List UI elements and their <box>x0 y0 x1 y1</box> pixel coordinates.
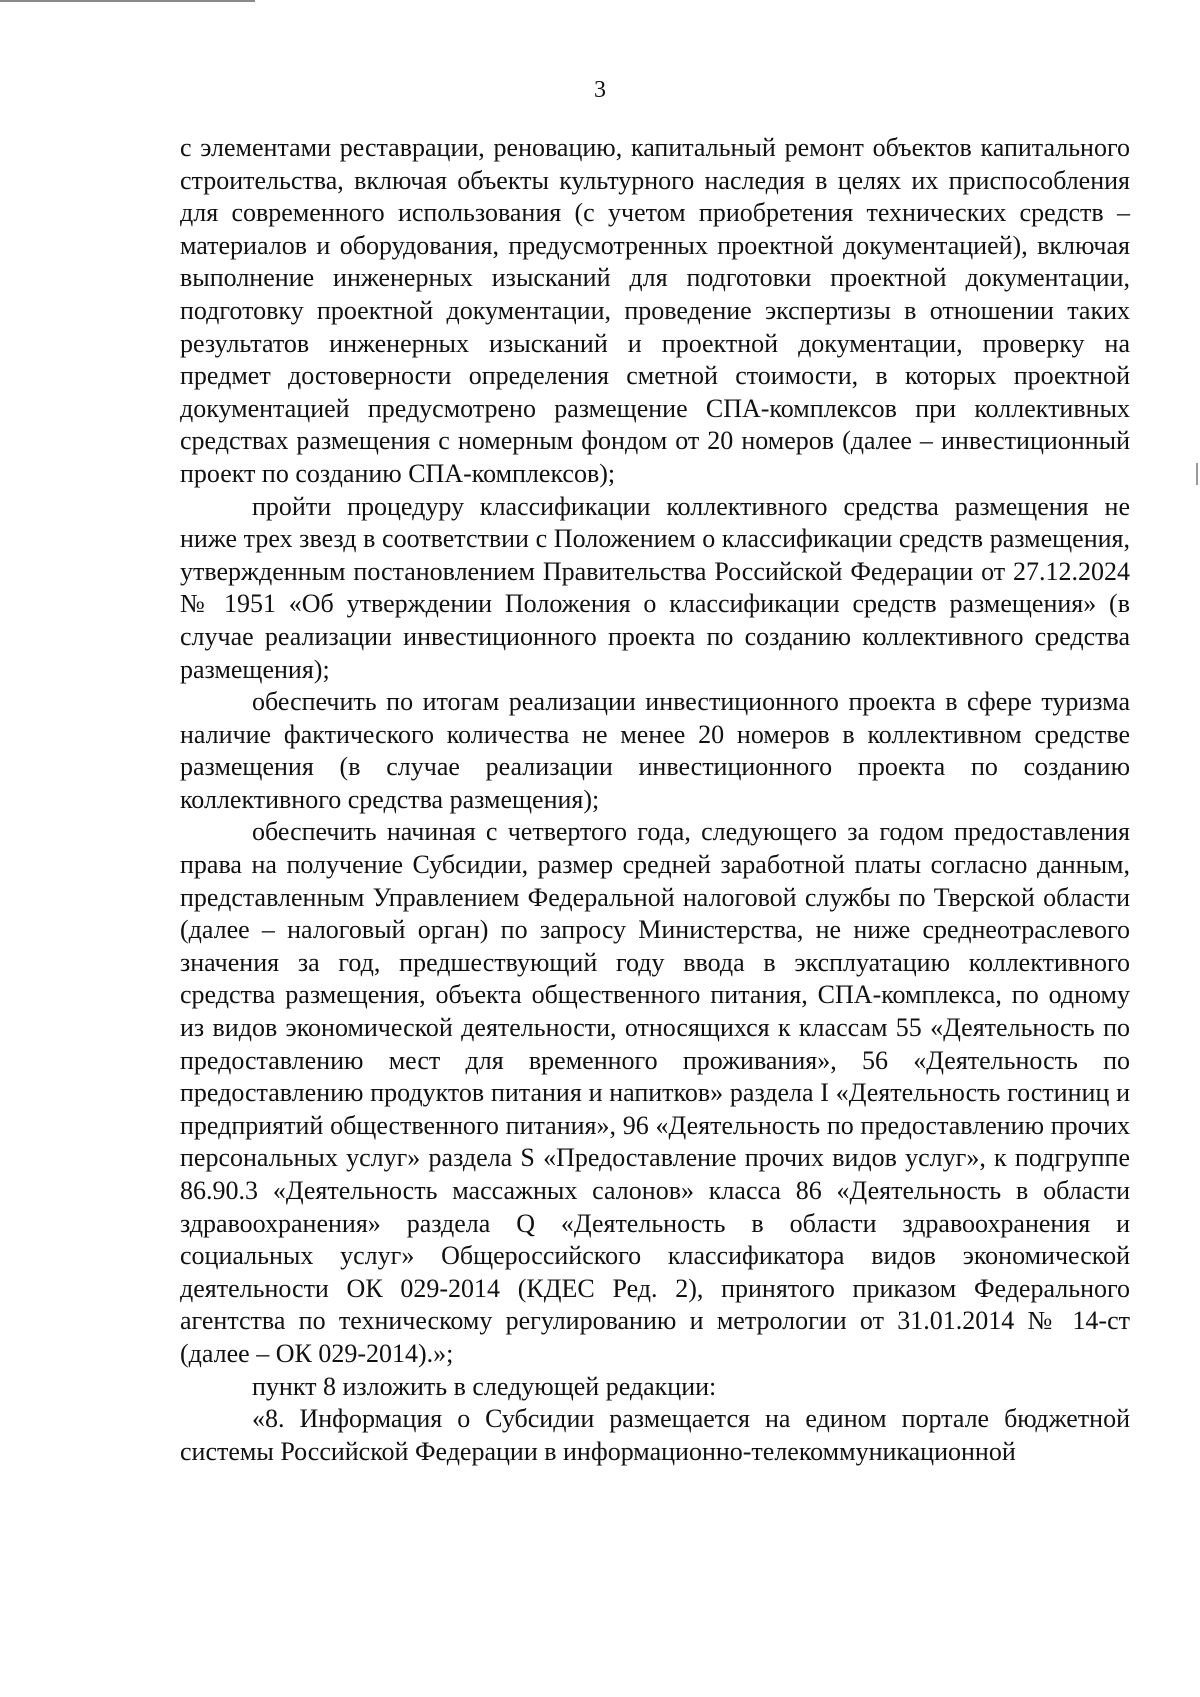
page-number: 3 <box>594 77 606 103</box>
paragraph-classification: пройти процедуру классификации коллективного средства размещения не ниже трех звезд в соответствии с Положением о классификации средств размещения, утвержденным постановлением Правительства Российской Федерации от 27.12.2024 № 1951 «Об утверждении Положения о классификации средств размещения» (в случае реализации инвестиционного проекта по созданию коллективного средства размещения); <box>180 491 1130 684</box>
paragraph-continuation: с элементами реставрации, реновацию, капитальный ремонт объектов капитального строительства, включая объекты культурного наследия в целях их приспособления для современного использования (с учетом приобретения технических средств – материалов и оборудования, предусмотренных проектной документацией), включая выполнение инженерных изысканий для подготовки проектной документации, подготовку проектной документации, проведение экспертизы в отношении таких результатов инженерных изысканий и проектной документации, проверку на предмет достоверности определения сметной стоимости, в которых проектной документацией предусмотрено размещение СПА-комплексов при коллективных средствах размещения с номерным фондом от 20 номеров (далее – инвестиционный проект по созданию СПА-комплексов); <box>180 133 1130 488</box>
document-body <box>180 132 1130 1468</box>
paragraph-point-8-text: «8. Информация о Субсидии размещается на едином портале бюджетной системы Российской Федерации в информационно-телекоммуникационной <box>180 1404 1130 1466</box>
paragraph-point-8-intro: пункт 8 изложить в следующей редакции: <box>252 1371 717 1401</box>
paragraph-room-count: обеспечить по итогам реализации инвестиционного проекта в сфере туризма наличие фактического количества не менее 20 номеров в коллективном средстве размещения (в случае реализации инвестиционного проекта по созданию коллективного средства размещения); <box>180 687 1130 814</box>
scan-edge-line <box>0 0 255 2</box>
scan-margin-mark <box>1196 463 1198 485</box>
paragraph-average-salary: обеспечить начиная с четвертого года, следующего за годом предоставления права на получение Субсидии, размер средней заработной платы согласно данным, представленным Управлением Федеральной налоговой службы по Тверской области (далее – налоговый орган) по запросу Министерства, не ниже среднеотраслевого значения за год, предшествующий году ввода в эксплуатацию коллективного средства размещения, объекта общественного питания, СПА-комплекса, по одному из видов экономической деятельности, относящихся к классам 55 «Деятельность по предоставлению мест для временного проживания», 56 «Деятельность по предоставлению продуктов питания и напитков» раздела I «Деятельность гостиниц и предприятий общественного питания», 96 «Деятельность по предоставлению прочих персональных услуг» раздела S «Предоставление прочих видов услуг», к подгруппе 86.90.3 «Деятельность массажных салонов» класса 86 «Деятельность в области здравоохранения» раздела Q «Деятельность в области здравоохранения и социальных услуг» Общероссийского классификатора видов экономической деятельности ОК 029-2014 (КДЕС Ред. 2), принятого приказом Федерального агентства по техническому регулированию и метрологии от 31.01.2014 № 14-ст (далее – ОК 029-2014).»; <box>180 817 1130 1368</box>
